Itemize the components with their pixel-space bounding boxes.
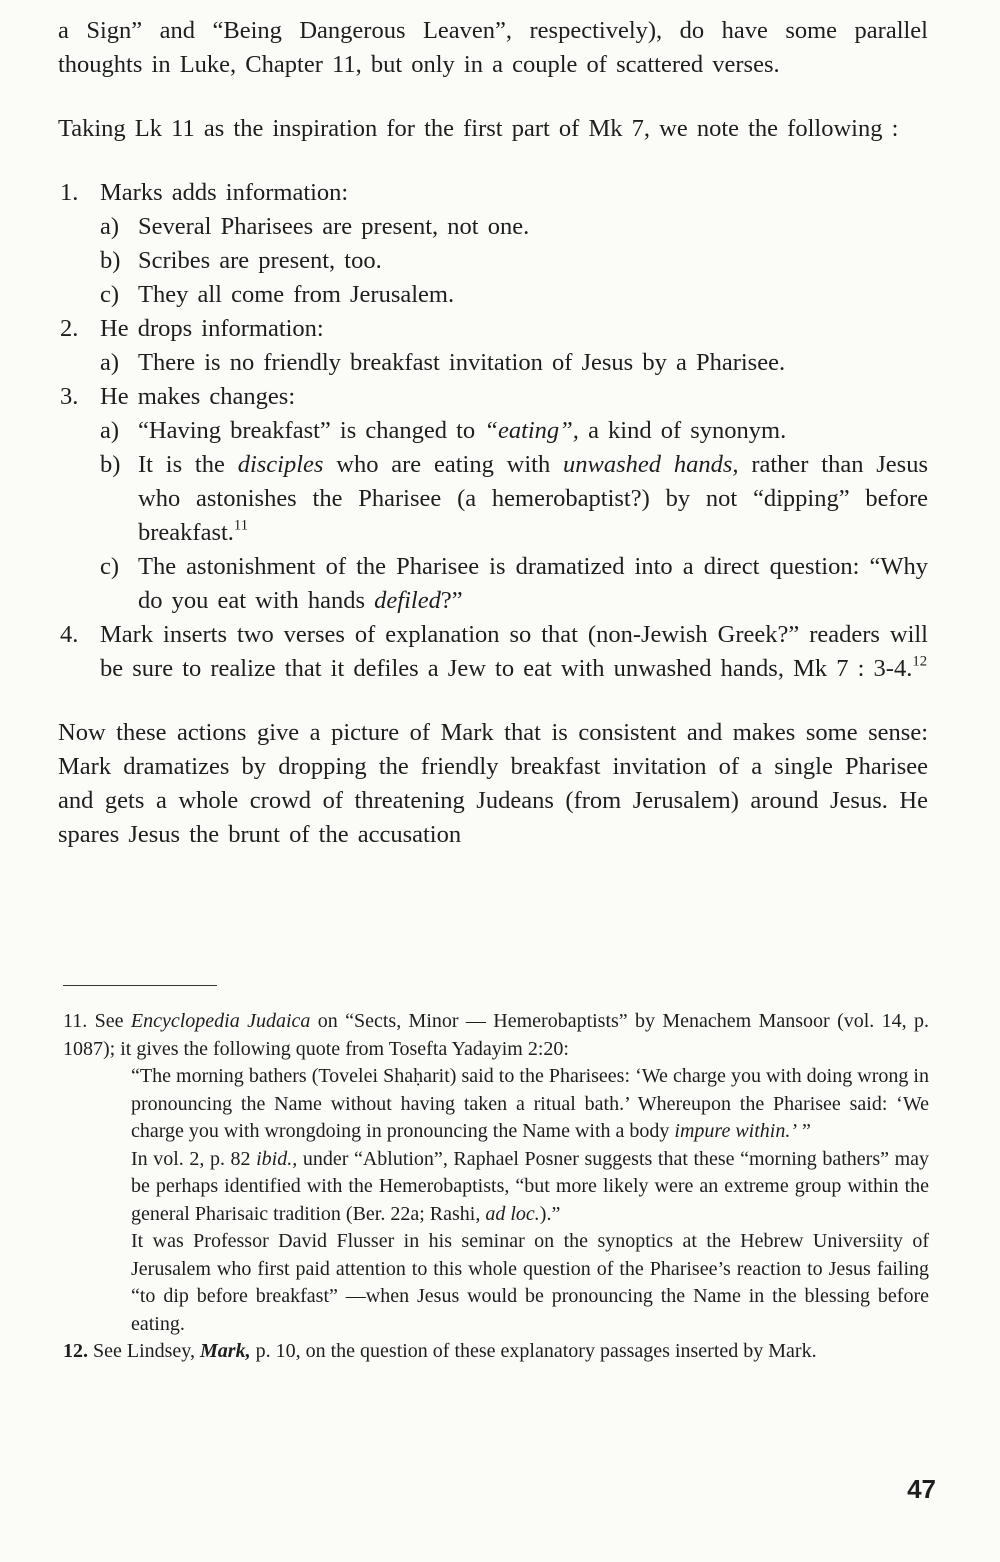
list-sub-item-1b xyxy=(100,244,928,278)
sub-label: b) xyxy=(100,247,121,274)
list-sub-item-3a xyxy=(100,414,928,448)
footnote-11 xyxy=(63,1008,929,1063)
footnote-11-paragraph-2 xyxy=(63,1146,929,1229)
sub-text-post: ?” xyxy=(440,587,463,614)
paragraph-3: Now these actions give a picture of Mark that is consistent and makes some sense: Mark dramatizes by dropping the friendly breakfast invitation of a single Pharisee and gets a whole crowd of threatening Judeans (from Jerusalem) around Jesus. He spares Jesus the brunt of the accusation xyxy=(58,719,928,848)
list-item-3 xyxy=(58,380,928,414)
sub-text: There is no friendly breakfast invitation of Jesus by a Pharisee. xyxy=(138,349,786,376)
footnote-emphasis: ad loc. xyxy=(485,1202,540,1225)
footnote-text: ).” xyxy=(539,1202,561,1225)
list-item-4 xyxy=(58,618,928,686)
sub-text-pre: “Having breakfast” is changed to xyxy=(138,417,485,444)
quote-text-end: ” xyxy=(797,1120,811,1142)
sub-text: Several Pharisees are present, not one. xyxy=(138,213,530,240)
list-sub-item-1c xyxy=(100,278,928,312)
sub-label: a) xyxy=(100,213,120,240)
sub-label: a) xyxy=(100,417,120,444)
sub-text-emphasis: defiled xyxy=(374,587,441,614)
footnote-text-pre: See Lindsey, xyxy=(93,1340,201,1362)
sub-text-emphasis: disciples xyxy=(237,451,324,478)
sub-label: a) xyxy=(100,349,120,376)
footnote-12 xyxy=(63,1338,929,1366)
footnote-text: In vol. 2, p. 82 xyxy=(131,1147,257,1170)
footnote-emphasis: Encyclopedia Judaica xyxy=(130,1010,311,1032)
sub-text-post: a kind of synonym. xyxy=(578,417,787,444)
paragraph-1: a Sign” and “Being Dangerous Leaven”, respectively), do have some parallel thoughts in Luke, Chapter 11, but only in a couple of scattered verses. xyxy=(58,17,928,78)
list-number: 1. xyxy=(60,179,79,206)
sub-text-pre: The astonishment of the Pharisee is dramatized into a direct question: “Why do you eat with hands xyxy=(138,553,928,614)
list-item-3-sub xyxy=(58,414,928,618)
footnotes xyxy=(63,1008,929,1366)
list-sub-item-2a xyxy=(100,346,928,380)
footnote-ref-12: 12 xyxy=(912,653,928,670)
list-number: 2. xyxy=(60,315,79,342)
sub-label: c) xyxy=(100,281,120,308)
footnote-text-post: p. 10, on the question of these explanatory passages inserted by Mark. xyxy=(250,1340,817,1362)
footnote-emphasis: Mark, xyxy=(200,1340,251,1362)
list-number: 4. xyxy=(60,621,79,648)
sub-text-mid: who are eating with xyxy=(323,451,564,478)
list-item-2 xyxy=(58,312,928,346)
list-text: Mark inserts two verses of explanation so that (non-Jewish Greek?” readers will be sure to realize that it defiles a Jew to eat with unwashed hands, Mk 7 : 3-4. xyxy=(100,621,928,682)
page-number: 47 xyxy=(907,1474,936,1504)
list-text: Marks adds information: xyxy=(100,179,349,206)
sub-text-post: rather than Jesus who astonishes the Pharisee (a hemerobaptist?) by not “dipping” before breakfast. xyxy=(138,451,928,546)
footnote-divider xyxy=(63,985,217,986)
footnote-ref-11: 11 xyxy=(233,517,249,534)
quote-text: “The morning bathers (Tovelei Shaḥarit) said to the Pharisees: ‘We charge you with doing wrong in pronouncing the Name without having taken a ritual bath.’ Whereupon the Pharisee said: ‘We charge you with wrongdoing in pronouncing the Name with a body xyxy=(131,1065,929,1142)
quote-emphasis: impure within.’ xyxy=(674,1120,798,1142)
list-item-2-sub xyxy=(58,346,928,380)
main-text xyxy=(58,14,928,852)
list-number: 3. xyxy=(60,383,79,410)
sub-text: They all come from Jerusalem. xyxy=(138,281,455,308)
sub-text-pre: It is the xyxy=(138,451,238,478)
list-item-1-sub xyxy=(58,210,928,312)
sub-text: Scribes are present, too. xyxy=(138,247,382,274)
sub-text-emphasis: unwashed hands, xyxy=(563,451,739,478)
sub-text-emphasis: “eating”, xyxy=(484,417,579,444)
list-item-1 xyxy=(58,176,928,210)
list-sub-item-1a xyxy=(100,210,928,244)
list-sub-item-3c xyxy=(100,550,928,618)
footnote-text-post: on “Sects, Minor — Hemerobaptists” by Menachem Mansoor (vol. 14, p. 1087); it gives the following quote from Tosefta Yadayim 2:20: xyxy=(63,1010,929,1060)
footnote-11-paragraph-3: It was Professor David Flusser in his seminar on the synoptics at the Hebrew Universiity of Jerusalem who first paid attention to this whole question of the Pharisee’s reaction to Jesus failing “to dip before breakfast” —when Jesus would be pronouncing the Name in the blessing before eating. xyxy=(131,1230,929,1335)
footnote-number: 12. xyxy=(63,1340,88,1362)
list-sub-item-3b xyxy=(100,448,928,550)
numbered-list xyxy=(58,176,928,686)
paragraph-2: Taking Lk 11 as the inspiration for the first part of Mk 7, we note the following : xyxy=(58,115,899,142)
sub-label: b) xyxy=(100,451,121,478)
list-text: He drops information: xyxy=(100,315,324,342)
footnote-emphasis: ibid., xyxy=(256,1147,298,1170)
footnote-number: 11. xyxy=(63,1010,88,1032)
footnote-text-pre: See xyxy=(94,1010,131,1032)
list-text: He makes changes: xyxy=(100,383,296,410)
sub-label: c) xyxy=(100,553,120,580)
footnote-text: under “Ablution”, Raphael Posner suggests that these “morning bathers” may be perhaps identified with the Hemerobaptists, “but more likely were an extreme group within the general Pharisaic tradition (Ber. 22a; Rashi, xyxy=(131,1147,929,1225)
footnote-11-quote xyxy=(63,1063,929,1146)
